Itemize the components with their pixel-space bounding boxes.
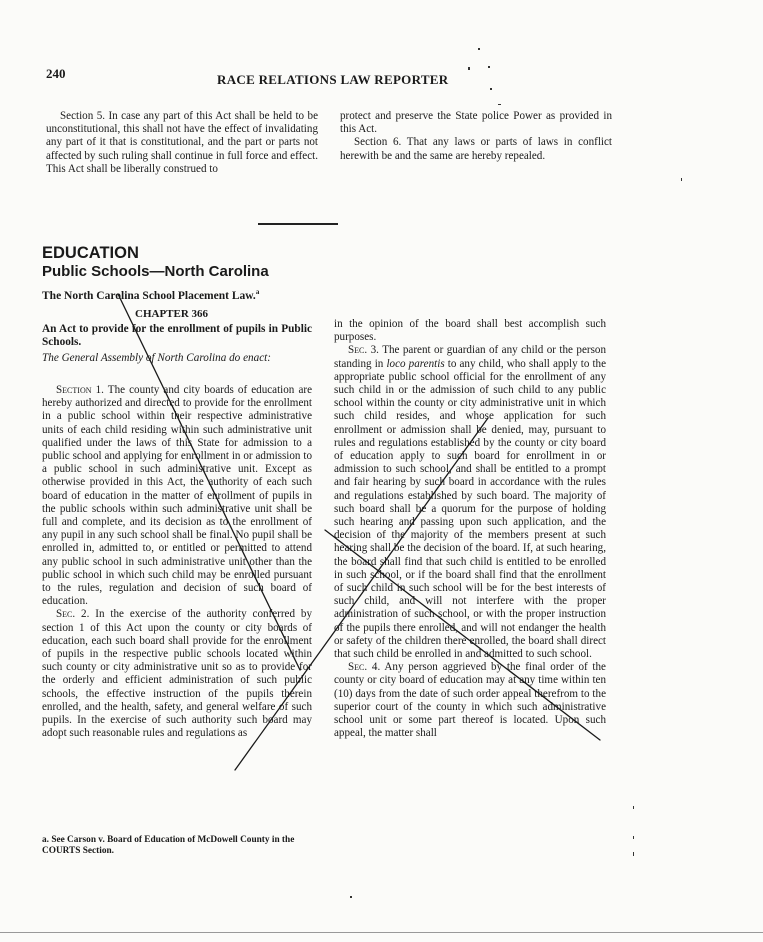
police-power-paragraph: protect and preserve the State police Power as provided in this Act. xyxy=(340,110,612,136)
top-right-column xyxy=(340,110,612,163)
act-title: An Act to provide for the enrollment of pupils in Public Schools. xyxy=(42,323,312,348)
scan-edge xyxy=(0,932,763,933)
law-title-text: The North Carolina School Placement Law. xyxy=(42,289,256,302)
law-title xyxy=(42,288,259,302)
section-divider xyxy=(258,223,338,225)
scan-speck xyxy=(633,806,634,809)
section-1-label: Section 1. xyxy=(56,384,104,396)
public-schools-heading: Public Schools—North Carolina xyxy=(42,263,269,280)
footnote-text: See Carson v. Board of Education of McDowell County in the COURTS Section. xyxy=(42,835,295,856)
section-3-text-a: The parent or guardian of any child or the person standing in xyxy=(334,344,606,370)
running-head: RACE RELATIONS LAW REPORTER xyxy=(217,72,449,87)
section-2-label: Sec. 2. xyxy=(56,608,90,621)
section-6-paragraph: Section 6. That any laws or parts of laws in conflict herewith be and the same are hereby repealed. xyxy=(340,136,612,162)
scan-speck xyxy=(468,67,470,70)
education-heading: EDUCATION xyxy=(42,244,139,262)
scan-speck xyxy=(633,836,634,839)
section-4-paragraph xyxy=(334,661,606,740)
chapter-heading: CHAPTER 366 xyxy=(135,308,209,320)
section-4-label: Sec. 4. xyxy=(348,661,381,674)
footnote xyxy=(42,835,312,857)
section-2-paragraph xyxy=(42,608,312,740)
continuation-paragraph: in the opinion of the board shall best accomplish such purposes. xyxy=(334,318,606,344)
section-1-text: The county and city boards of education are hereby authorized and directed to provide for the enrollment in a public school within their respective administrative units of each child residing within such administrative unit qualified under the laws of this State for admission to a public school and applying for enrollment in or admission to a public school in such administrative unit. Except as otherwise provided in this Act, the authority of each such board of education in the matter of enrollment of pupils in the public schools within such administrative unit shall be full and complete, and its decision as to the enrollment of any pupil in any such school shall be final. No pupil shall be enrolled in, admitted to, or entitled or permitted to attend any public school in such administrative unit other than the public school in which such child may be enrolled pursuant to the rules, regulation and decision of such board of education. xyxy=(42,384,312,608)
footnote-marker: a xyxy=(255,288,260,296)
scan-speck xyxy=(633,852,634,856)
scan-speck xyxy=(498,104,501,105)
scan-speck xyxy=(488,66,490,68)
enacting-clause: The General Assembly of North Carolina do enact: xyxy=(42,352,272,364)
right-column xyxy=(334,318,606,741)
section-1-paragraph xyxy=(42,384,312,608)
section-4-text: Any person aggrieved by the final order of the county or city board of education may at any time within ten (10) days from the date of such order appeal therefrom to the superior court of the county in which such administrative school unit or some part thereof is located. Upon such appeal, the matter shall xyxy=(334,661,606,740)
section-3-text-b: to any child, who shall apply to the appropriate public school official for the enrollment of any such child in or the admission of such child to any public school within the county or city administrative unit in which such child resides, and whose application for such enrollment or admission shall be denied, may, pursuant to rules and regulations established by the county or city board of education apply to such board for enrollment in or admission to such school, and shall be entitled to a prompt and fair hearing by such board in accordance with the rules and regulations established by such board. The majority of such board shall be a quorum for the purpose of holding such hearing and passing upon such application, and the decision of the majority of the members present at such hearing shall be the decision of the board. If, at such hearing, the board shall find that such child is entitled to be enrolled in such school, or if the board shall find that the enrollment of such child in such school will be for the best interests of such child, and will not interfere with the proper administration of such school, or with the proper instruction of the pupils there enrolled, and will not endanger the health or safety of the children there enrolled, the board shall direct that such child be enrolled in and admitted to such school. xyxy=(334,357,607,661)
section-3-paragraph xyxy=(334,344,606,661)
section-5-paragraph: Section 5. In case any part of this Act shall be held to be unconstitutional, this shall not have the effect of invalidating any part of it that is constitutional, and the part or parts not affected by such ruling shall continue in full force and effect. This Act shall be liberally construed to xyxy=(46,110,318,175)
scan-speck xyxy=(490,88,492,90)
section-2-text: In the exercise of the authority conferred by section 1 of this Act upon the county or city boards of education, each such board shall provide for the enrollment of pupils in the respective public schools located within such county or city administrative unit so as to provide for the orderly and efficient administration of such public schools, the effective instruction of the pupils therein enrolled, and the health, safety, and general welfare of such pupils. In the exercise of such authority such board may adopt such reasonable rules and regulations as xyxy=(42,608,312,740)
scan-speck xyxy=(350,896,352,898)
scan-speck xyxy=(478,48,480,50)
footnote-marker-label: a. xyxy=(42,835,49,845)
page-number: 240 xyxy=(46,66,66,81)
section-3-label: Sec. 3. xyxy=(348,344,379,357)
top-left-column xyxy=(46,110,318,176)
section-3-italic: loco parentis xyxy=(386,357,445,370)
left-column xyxy=(42,384,312,740)
scan-speck xyxy=(681,178,682,181)
